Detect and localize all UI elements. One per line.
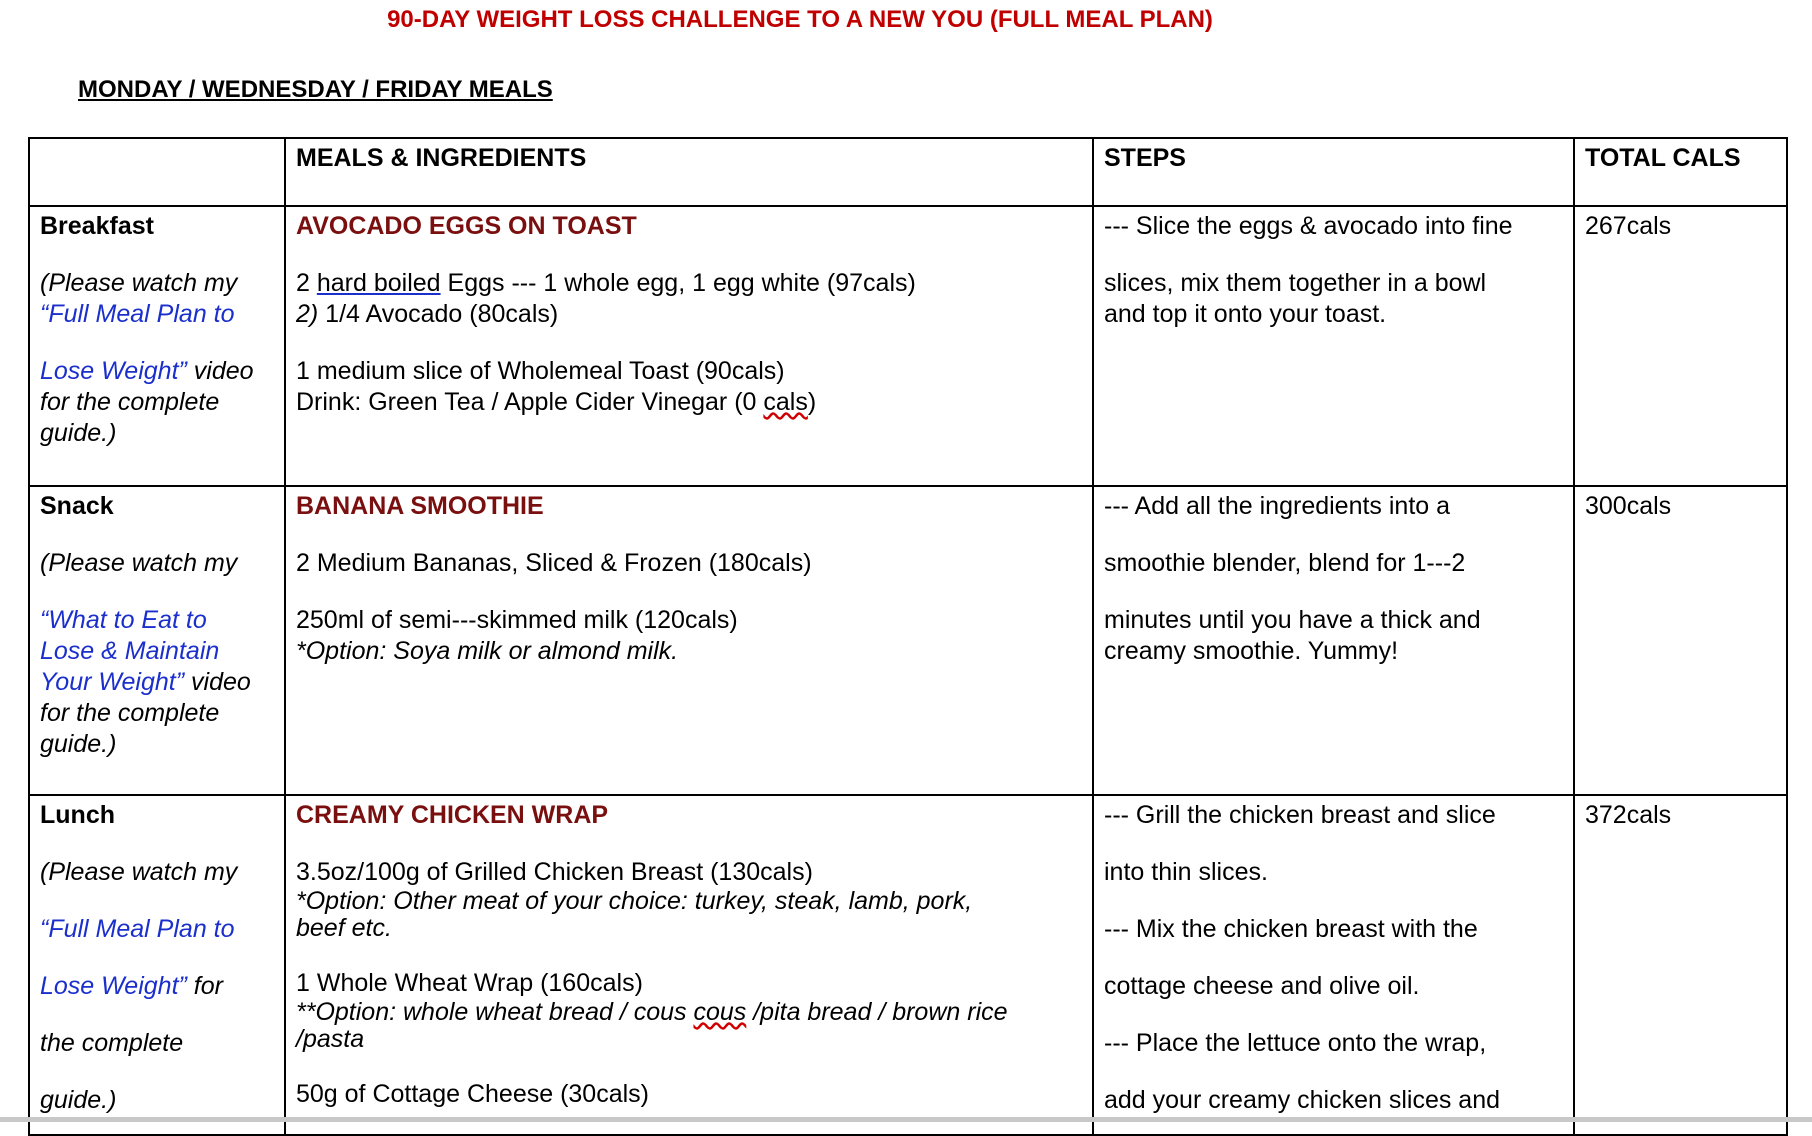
step-line: smoothie blender, blend for 1---2 <box>1104 549 1466 577</box>
steps-cell-snack <box>1093 486 1574 795</box>
ingredient-line: 2) 1/4 Avocado (80cals) <box>296 300 559 328</box>
note-text: guide.) <box>40 1086 117 1114</box>
video-link[interactable]: “What to Eat to <box>40 606 207 634</box>
step-line: --- Mix the chicken breast with the <box>1104 915 1478 943</box>
step-line: --- Add all the ingredients into a <box>1104 492 1451 520</box>
table-row-lunch <box>29 795 1787 1135</box>
note-text: guide.) <box>40 419 117 447</box>
meal-cell-lunch <box>29 795 285 1135</box>
meal-cell-breakfast <box>29 206 285 486</box>
ingredient-line: 2 hard boiled Eggs --- 1 whole egg, 1 egg white (97cals) <box>296 269 916 297</box>
cals-cell-snack: 300cals <box>1574 486 1787 795</box>
ingredient-line: 2 Medium Bananas, Sliced & Frozen (180cals) <box>296 549 812 577</box>
note-text: guide.) <box>40 730 117 758</box>
ingredients-cell-snack <box>285 486 1093 795</box>
meal-note <box>40 857 274 1116</box>
steps-cell-lunch <box>1093 795 1574 1135</box>
dish-title: CREAMY CHICKEN WRAP <box>296 801 609 829</box>
video-link[interactable]: “Full Meal Plan to <box>40 300 235 328</box>
note-text: (Please watch my <box>40 549 238 577</box>
note-text: (Please watch my <box>40 858 238 886</box>
note-text: video <box>186 357 254 385</box>
note-text: for <box>186 972 223 1000</box>
video-link[interactable]: “Full Meal Plan to <box>40 915 235 943</box>
ingredient-line: beef etc. <box>296 914 392 942</box>
cals-cell-breakfast: 267cals <box>1574 206 1787 486</box>
page-bottom-edge <box>0 1117 1812 1122</box>
ingredient-line: 250ml of semi---skimmed milk (120cals) <box>296 606 738 634</box>
ingredient-line: **Option: whole wheat bread / cous cous /pita bread / brown rice <box>296 998 1008 1026</box>
header-steps: STEPS <box>1093 138 1574 206</box>
step-line: creamy smoothie. Yummy! <box>1104 637 1399 665</box>
step-line: slices, mix them together in a bowl <box>1104 269 1487 297</box>
table-row-snack <box>29 486 1787 795</box>
step-line: cottage cheese and olive oil. <box>1104 972 1420 1000</box>
ingredient-line: Drink: Green Tea / Apple Cider Vinegar (0 cals) <box>296 388 817 416</box>
note-text: the complete <box>40 1029 184 1057</box>
ingredients-cell-lunch <box>285 795 1093 1135</box>
step-line: minutes until you have a thick and <box>1104 606 1481 634</box>
meal-name: Breakfast <box>40 212 154 240</box>
step-line: --- Slice the eggs & avocado into fine <box>1104 212 1513 240</box>
table-row-breakfast <box>29 206 1787 486</box>
dish-title: BANANA SMOOTHIE <box>296 492 544 520</box>
step-line: --- Place the lettuce onto the wrap, <box>1104 1029 1487 1057</box>
ingredient-line: *Option: Soya milk or almond milk. <box>296 637 679 665</box>
ingredient-line: /pasta <box>296 1025 365 1053</box>
video-link[interactable]: Lose Weight” <box>40 357 187 385</box>
document-title: 90-DAY WEIGHT LOSS CHALLENGE TO A NEW YOU (FULL MEAL PLAN) <box>387 6 1213 33</box>
section-subtitle: MONDAY / WEDNESDAY / FRIDAY MEALS <box>78 76 553 103</box>
video-link[interactable]: Lose Weight” <box>40 972 187 1000</box>
cals-cell-lunch: 372cals <box>1574 795 1787 1135</box>
header-meal <box>29 138 285 206</box>
note-text: for the complete <box>40 699 220 727</box>
meal-note <box>40 548 274 760</box>
steps-cell-breakfast <box>1093 206 1574 486</box>
ingredient-line: 3.5oz/100g of Grilled Chicken Breast (130cals) <box>296 858 813 886</box>
ingredient-line: 1 Whole Wheat Wrap (160cals) <box>296 969 643 997</box>
header-ingredients: MEALS & INGREDIENTS <box>285 138 1093 206</box>
meal-plan-table <box>28 137 1788 1136</box>
step-line: add your creamy chicken slices and <box>1104 1086 1501 1114</box>
meal-cell-snack <box>29 486 285 795</box>
step-line: --- Grill the chicken breast and slice <box>1104 801 1496 829</box>
note-text: (Please watch my <box>40 269 238 297</box>
meal-name: Lunch <box>40 801 115 829</box>
video-link[interactable]: Lose & Maintain <box>40 637 220 665</box>
ingredient-line: 1 medium slice of Wholemeal Toast (90cals) <box>296 357 785 385</box>
note-text: for the complete <box>40 388 220 416</box>
meal-name: Snack <box>40 492 114 520</box>
ingredient-line: 50g of Cottage Cheese (30cals) <box>296 1080 649 1108</box>
header-total-cals: TOTAL CALS <box>1574 138 1787 206</box>
table-header-row <box>29 138 1787 206</box>
note-text: video <box>184 668 251 696</box>
ingredient-line: *Option: Other meat of your choice: turkey, steak, lamb, pork, <box>296 887 973 915</box>
step-line: into thin slices. <box>1104 858 1268 886</box>
step-line: and top it onto your toast. <box>1104 300 1387 328</box>
dish-title: AVOCADO EGGS ON TOAST <box>296 212 637 240</box>
video-link[interactable]: Your Weight” <box>40 668 185 696</box>
meal-note <box>40 268 274 449</box>
ingredients-cell-breakfast <box>285 206 1093 486</box>
